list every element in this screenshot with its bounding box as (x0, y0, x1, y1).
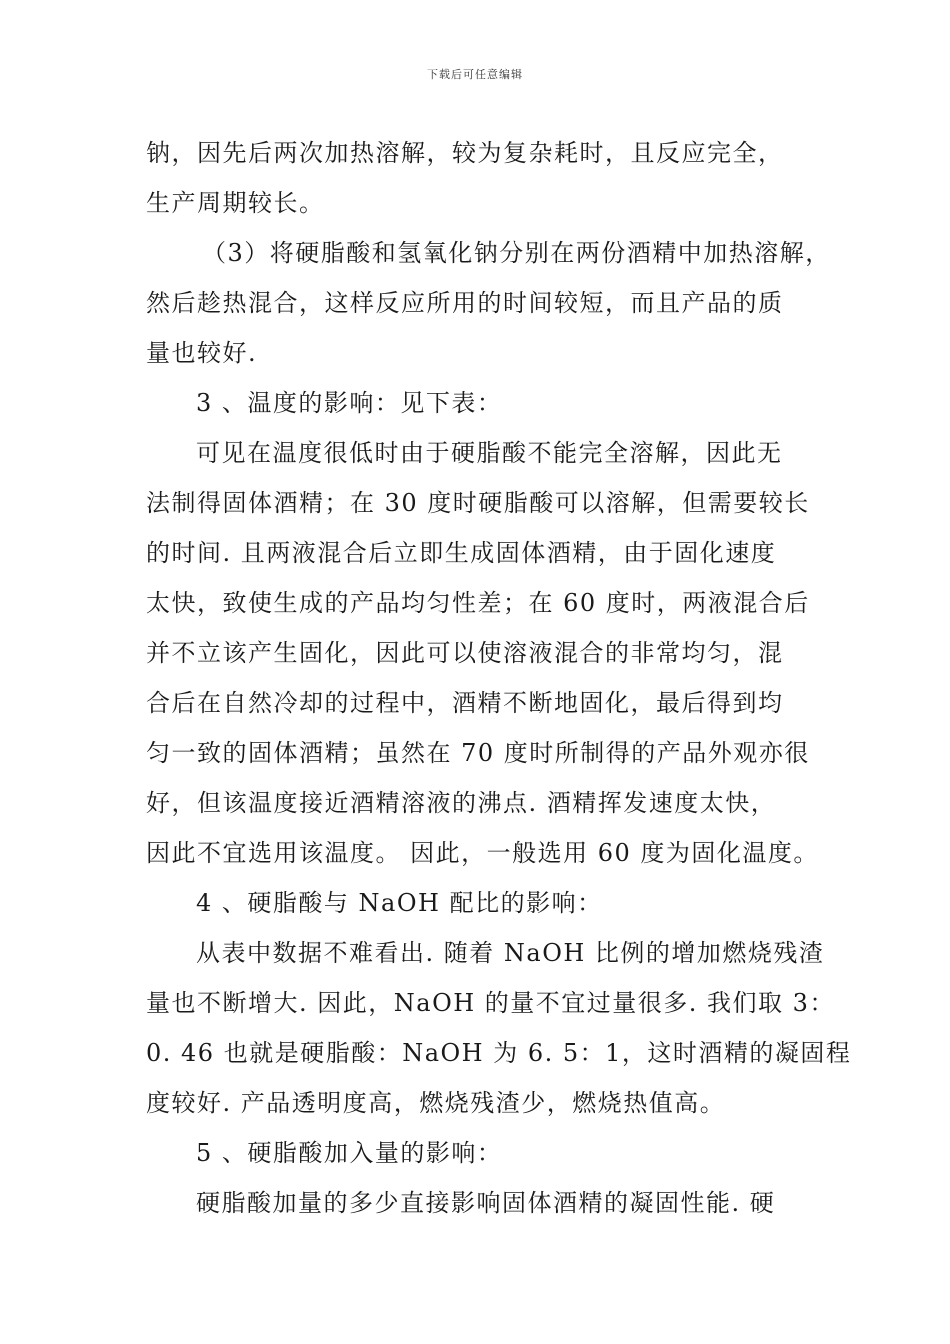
text-line: 法制得固体酒精；在 30 度时硬脂酸可以溶解，但需要较长 (146, 489, 810, 517)
text-line: 从表中数据不难看出. 随着 NaOH 比例的增加燃烧残渣 (196, 939, 825, 967)
text-line: 钠，因先后两次加热溶解，较为复杂耗时，且反应完全， (146, 139, 784, 167)
text-line: 量也较好. (146, 339, 258, 367)
text-line: （3）将硬脂酸和氢氧化钠分别在两份酒精中加热溶解， (202, 239, 831, 267)
text-line: 好，但该温度接近酒精溶液的沸点. 酒精挥发速度太快， (146, 789, 777, 817)
text-line: 合后在自然冷却的过程中，酒精不断地固化，最后得到均 (146, 689, 784, 717)
text-line: 生产周期较长。 (146, 189, 325, 217)
text-line: 因此不宜选用该温度。 因此，一般选用 60 度为固化温度。 (146, 839, 819, 867)
text-line: 并不立该产生固化，因此可以使溶液混合的非常均匀，混 (146, 639, 784, 667)
text-line: 然后趁热混合，这样反应所用的时间较短，而且产品的质 (146, 289, 784, 317)
section-heading: 3 、温度的影响：见下表： (196, 389, 503, 417)
section-heading: 4 、硬脂酸与 NaOH 配比的影响： (196, 889, 603, 917)
text-line: 可见在温度很低时由于硬脂酸不能完全溶解，因此无 (196, 439, 783, 467)
document-body (146, 128, 852, 1228)
text-line: 太快，致使生成的产品均匀性差；在 60 度时，两液混合后 (146, 589, 810, 617)
text-line: 的时间. 且两液混合后立即生成固体酒精，由于固化速度 (146, 539, 777, 567)
section-heading: 5 、硬脂酸加入量的影响： (196, 1139, 503, 1167)
text-line: 量也不断增大. 因此，NaOH 的量不宜过量很多. 我们取 3： (146, 989, 835, 1017)
text-line: 0. 46 也就是硬脂酸：NaOH 为 6. 5：1，这时酒精的凝固程 (146, 1039, 852, 1067)
page-header: 下载后可任意编辑 (427, 68, 523, 81)
text-line: 度较好. 产品透明度高，燃烧残渣少，燃烧热值高。 (146, 1089, 726, 1117)
text-line: 硬脂酸加量的多少直接影响固体酒精的凝固性能. 硬 (196, 1189, 776, 1217)
text-line: 匀一致的固体酒精；虽然在 70 度时所制得的产品外观亦很 (146, 739, 810, 767)
